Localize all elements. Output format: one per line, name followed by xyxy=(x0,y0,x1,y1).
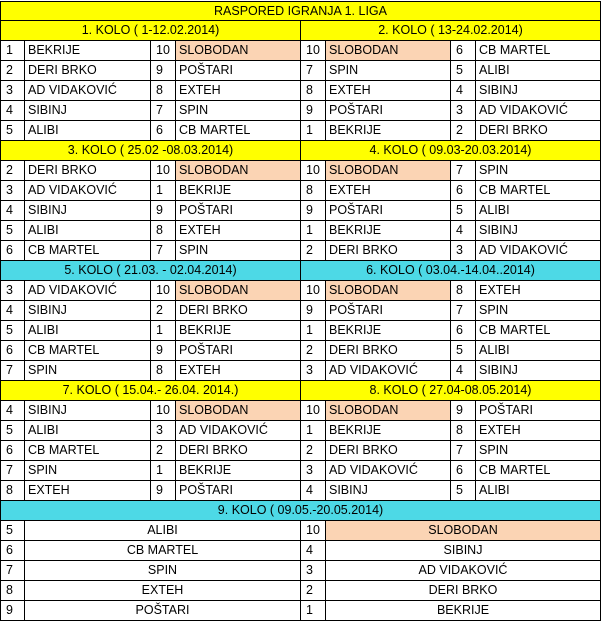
away-number[interactable]: 10 xyxy=(151,161,176,181)
home-team[interactable]: DERI BRKO xyxy=(25,161,151,181)
home-team[interactable]: AD VIDAKOVIĆ xyxy=(25,281,151,301)
home-team[interactable]: POŠTARI xyxy=(326,201,451,221)
round-title[interactable]: 8. KOLO ( 27.04-08.05.2014) xyxy=(301,381,601,401)
home-team[interactable]: AD VIDAKOVIĆ xyxy=(326,461,451,481)
home-number[interactable]: 5 xyxy=(0,421,25,441)
home-team[interactable]: SLOBODAN xyxy=(326,41,451,61)
home-team[interactable]: BEKRIJE xyxy=(25,41,151,61)
away-team[interactable]: EXTEH xyxy=(476,421,601,441)
home-number[interactable]: 4 xyxy=(0,201,25,221)
match-row xyxy=(0,341,601,361)
home-team[interactable]: BEKRIJE xyxy=(326,321,451,341)
away-number[interactable]: 9 xyxy=(151,341,176,361)
round-title[interactable]: 2. KOLO ( 13-24.02.2014) xyxy=(301,21,601,41)
home-team[interactable]: SLOBODAN xyxy=(326,161,451,181)
away-number[interactable]: 5 xyxy=(451,61,476,81)
home-number[interactable]: 4 xyxy=(301,481,326,501)
home-number[interactable]: 7 xyxy=(301,61,326,81)
match-row xyxy=(0,241,601,261)
final-match-row xyxy=(0,581,601,601)
home-number[interactable]: 3 xyxy=(0,81,25,101)
match-row xyxy=(0,301,601,321)
home-number[interactable]: 5 xyxy=(0,321,25,341)
home-team[interactable]: SPIN xyxy=(25,461,151,481)
away-number[interactable]: 5 xyxy=(451,481,476,501)
round-title[interactable]: 7. KOLO ( 15.04.- 26.04. 2014.) xyxy=(0,381,301,401)
away-number[interactable]: 5 xyxy=(451,201,476,221)
away-team[interactable]: CB MARTEL xyxy=(476,461,601,481)
away-team[interactable]: SPIN xyxy=(176,241,301,261)
away-number[interactable]: 1 xyxy=(151,461,176,481)
home-number[interactable]: 4 xyxy=(0,401,25,421)
away-team[interactable]: POŠTARI xyxy=(176,61,301,81)
away-number[interactable]: 2 xyxy=(301,581,326,601)
round-title[interactable]: 1. KOLO ( 1-12.02.2014) xyxy=(0,21,301,41)
away-number[interactable]: 8 xyxy=(451,281,476,301)
away-number[interactable]: 9 xyxy=(151,61,176,81)
away-number[interactable]: 6 xyxy=(151,121,176,141)
away-number[interactable]: 6 xyxy=(451,41,476,61)
away-number[interactable]: 10 xyxy=(151,401,176,421)
home-number[interactable]: 9 xyxy=(0,601,25,621)
away-team[interactable]: SPIN xyxy=(476,301,601,321)
match-row xyxy=(0,401,601,421)
home-team[interactable]: BEKRIJE xyxy=(326,121,451,141)
match-row xyxy=(0,221,601,241)
home-number[interactable]: 5 xyxy=(0,221,25,241)
away-team[interactable]: SIBINJ xyxy=(476,361,601,381)
home-team[interactable]: SPIN xyxy=(25,361,151,381)
home-number[interactable]: 9 xyxy=(301,301,326,321)
home-team[interactable]: DERI BRKO xyxy=(25,61,151,81)
away-team[interactable]: ALIBI xyxy=(476,341,601,361)
away-number[interactable]: 1 xyxy=(301,601,326,621)
away-team[interactable]: AD VIDAKOVIĆ xyxy=(326,561,601,581)
away-team[interactable]: CB MARTEL xyxy=(476,181,601,201)
round-title[interactable]: 3. KOLO ( 25.02 -08.03.2014) xyxy=(0,141,301,161)
away-number[interactable]: 7 xyxy=(451,161,476,181)
away-team[interactable]: AD VIDAKOVIĆ xyxy=(176,421,301,441)
away-number[interactable]: 3 xyxy=(301,561,326,581)
home-team[interactable]: SIBINJ xyxy=(25,101,151,121)
away-team[interactable]: CB MARTEL xyxy=(476,41,601,61)
away-team[interactable]: EXTEH xyxy=(476,281,601,301)
home-number[interactable]: 2 xyxy=(301,241,326,261)
home-number[interactable]: 6 xyxy=(0,341,25,361)
away-team[interactable]: POŠTARI xyxy=(176,481,301,501)
home-team[interactable]: CB MARTEL xyxy=(25,541,301,561)
home-number[interactable]: 6 xyxy=(0,541,25,561)
away-number[interactable]: 7 xyxy=(151,101,176,121)
round-header-row xyxy=(0,141,601,161)
away-number[interactable]: 9 xyxy=(151,201,176,221)
match-row xyxy=(0,461,601,481)
away-team[interactable]: POŠTARI xyxy=(176,201,301,221)
away-number[interactable]: 8 xyxy=(451,421,476,441)
away-team[interactable]: DERI BRKO xyxy=(326,581,601,601)
match-row xyxy=(0,201,601,221)
home-team[interactable]: SLOBODAN xyxy=(326,401,451,421)
home-number[interactable]: 3 xyxy=(0,181,25,201)
away-number[interactable]: 4 xyxy=(451,221,476,241)
away-number[interactable]: 2 xyxy=(151,441,176,461)
away-team[interactable]: ALIBI xyxy=(476,481,601,501)
away-number[interactable]: 4 xyxy=(451,81,476,101)
home-team[interactable]: SIBINJ xyxy=(25,201,151,221)
home-team[interactable]: AD VIDAKOVIĆ xyxy=(25,181,151,201)
away-team[interactable]: EXTEH xyxy=(176,361,301,381)
away-team[interactable]: DERI BRKO xyxy=(476,121,601,141)
match-row xyxy=(0,121,601,141)
away-team[interactable]: SLOBODAN xyxy=(176,41,301,61)
away-number[interactable]: 3 xyxy=(151,421,176,441)
home-team[interactable]: SIBINJ xyxy=(25,301,151,321)
match-row xyxy=(0,61,601,81)
home-number[interactable]: 9 xyxy=(301,201,326,221)
away-number[interactable]: 6 xyxy=(451,461,476,481)
final-match-row xyxy=(0,561,601,581)
home-number[interactable]: 7 xyxy=(0,461,25,481)
away-number[interactable]: 2 xyxy=(451,121,476,141)
away-team[interactable]: POŠTARI xyxy=(476,401,601,421)
away-number[interactable]: 7 xyxy=(151,241,176,261)
home-number[interactable]: 3 xyxy=(301,461,326,481)
away-number[interactable]: 2 xyxy=(151,301,176,321)
home-number[interactable]: 1 xyxy=(301,421,326,441)
home-number[interactable]: 10 xyxy=(301,41,326,61)
round-header-row xyxy=(0,381,601,401)
away-team[interactable]: BEKRIJE xyxy=(326,601,601,621)
away-team[interactable]: POŠTARI xyxy=(176,341,301,361)
away-number[interactable]: 10 xyxy=(151,41,176,61)
home-team[interactable]: SIBINJ xyxy=(326,481,451,501)
rounds-container xyxy=(0,21,601,501)
sheet-title[interactable]: RASPORED IGRANJA 1. LIGA xyxy=(0,1,601,21)
away-team[interactable]: SPIN xyxy=(476,161,601,181)
home-number[interactable]: 8 xyxy=(0,481,25,501)
home-number[interactable]: 1 xyxy=(301,321,326,341)
home-team[interactable]: POŠTARI xyxy=(25,601,301,621)
home-team[interactable]: AD VIDAKOVIĆ xyxy=(326,361,451,381)
home-team[interactable]: ALIBI xyxy=(25,221,151,241)
away-team[interactable]: SLOBODAN xyxy=(176,161,301,181)
away-number[interactable]: 1 xyxy=(151,321,176,341)
home-team[interactable]: EXTEH xyxy=(326,181,451,201)
match-row xyxy=(0,421,601,441)
away-team[interactable]: SIBINJ xyxy=(326,541,601,561)
home-team[interactable]: POŠTARI xyxy=(326,301,451,321)
home-team[interactable]: EXTEH xyxy=(326,81,451,101)
home-number[interactable]: 2 xyxy=(301,341,326,361)
match-row xyxy=(0,81,601,101)
match-row xyxy=(0,161,601,181)
away-number[interactable]: 6 xyxy=(451,181,476,201)
away-team[interactable]: SLOBODAN xyxy=(176,281,301,301)
home-team[interactable]: CB MARTEL xyxy=(25,341,151,361)
home-team[interactable]: BEKRIJE xyxy=(326,421,451,441)
home-number[interactable]: 4 xyxy=(0,101,25,121)
final-match-row xyxy=(0,601,601,621)
match-row xyxy=(0,441,601,461)
away-team[interactable]: SIBINJ xyxy=(476,221,601,241)
home-number[interactable]: 2 xyxy=(0,161,25,181)
away-team[interactable]: ALIBI xyxy=(476,201,601,221)
away-team[interactable]: SPIN xyxy=(476,441,601,461)
away-team[interactable]: CB MARTEL xyxy=(176,121,301,141)
home-team[interactable]: ALIBI xyxy=(25,421,151,441)
away-team[interactable]: EXTEH xyxy=(176,81,301,101)
away-team[interactable]: AD VIDAKOVIĆ xyxy=(476,241,601,261)
schedule-sheet xyxy=(0,1,601,621)
home-number[interactable]: 7 xyxy=(0,561,25,581)
away-number[interactable]: 7 xyxy=(451,301,476,321)
away-team[interactable]: BEKRIJE xyxy=(176,181,301,201)
away-team[interactable]: BEKRIJE xyxy=(176,461,301,481)
match-row xyxy=(0,321,601,341)
away-number[interactable]: 9 xyxy=(451,401,476,421)
away-team[interactable]: AD VIDAKOVIĆ xyxy=(476,101,601,121)
home-number[interactable]: 1 xyxy=(301,221,326,241)
away-number[interactable]: 5 xyxy=(451,341,476,361)
home-team[interactable]: SIBINJ xyxy=(25,401,151,421)
away-number[interactable]: 1 xyxy=(151,181,176,201)
home-team[interactable]: SLOBODAN xyxy=(326,281,451,301)
away-team[interactable]: DERI BRKO xyxy=(176,441,301,461)
home-number[interactable]: 9 xyxy=(301,101,326,121)
home-number[interactable]: 10 xyxy=(301,401,326,421)
away-number[interactable]: 3 xyxy=(451,101,476,121)
home-team[interactable]: DERI BRKO xyxy=(326,241,451,261)
home-team[interactable]: AD VIDAKOVIĆ xyxy=(25,81,151,101)
home-number[interactable]: 3 xyxy=(301,361,326,381)
home-number[interactable]: 10 xyxy=(301,281,326,301)
away-number[interactable]: 8 xyxy=(151,221,176,241)
final-round xyxy=(0,501,601,621)
round-header-row xyxy=(0,21,601,41)
final-header-row xyxy=(0,501,601,521)
home-team[interactable]: POŠTARI xyxy=(326,101,451,121)
home-team[interactable]: ALIBI xyxy=(25,321,151,341)
home-team[interactable]: EXTEH xyxy=(25,581,301,601)
away-team[interactable]: SLOBODAN xyxy=(176,401,301,421)
away-team[interactable]: SPIN xyxy=(176,101,301,121)
away-team[interactable]: CB MARTEL xyxy=(476,321,601,341)
home-number[interactable]: 1 xyxy=(301,121,326,141)
home-number[interactable]: 10 xyxy=(301,161,326,181)
match-row xyxy=(0,361,601,381)
away-team[interactable]: DERI BRKO xyxy=(176,301,301,321)
round-title[interactable]: 5. KOLO ( 21.03. - 02.04.2014) xyxy=(0,261,301,281)
home-number[interactable]: 3 xyxy=(0,281,25,301)
match-row xyxy=(0,481,601,501)
home-team[interactable]: ALIBI xyxy=(25,121,151,141)
home-number[interactable]: 8 xyxy=(0,581,25,601)
home-team[interactable]: DERI BRKO xyxy=(326,341,451,361)
away-team[interactable]: SIBINJ xyxy=(476,81,601,101)
home-team[interactable]: CB MARTEL xyxy=(25,241,151,261)
home-number[interactable]: 5 xyxy=(0,121,25,141)
final-match-row xyxy=(0,521,601,541)
round-title[interactable]: 6. KOLO ( 03.04.-14.04..2014) xyxy=(301,261,601,281)
home-number[interactable]: 6 xyxy=(0,441,25,461)
home-team[interactable]: BEKRIJE xyxy=(326,221,451,241)
away-team[interactable]: BEKRIJE xyxy=(176,321,301,341)
away-number[interactable]: 4 xyxy=(451,361,476,381)
home-number[interactable]: 8 xyxy=(301,181,326,201)
away-team[interactable]: ALIBI xyxy=(476,61,601,81)
away-number[interactable]: 4 xyxy=(301,541,326,561)
home-team[interactable]: DERI BRKO xyxy=(326,441,451,461)
match-row xyxy=(0,41,601,61)
final-round-title[interactable]: 9. KOLO ( 09.05.-20.05.2014) xyxy=(0,501,601,521)
round-header-row xyxy=(0,261,601,281)
away-number[interactable]: 8 xyxy=(151,361,176,381)
round-title[interactable]: 4. KOLO ( 09.03-20.03.2014) xyxy=(301,141,601,161)
home-team[interactable]: SPIN xyxy=(25,561,301,581)
home-number[interactable]: 7 xyxy=(0,361,25,381)
away-number[interactable]: 9 xyxy=(151,481,176,501)
home-team[interactable]: ALIBI xyxy=(25,521,301,541)
final-match-row xyxy=(0,541,601,561)
away-number[interactable]: 10 xyxy=(151,281,176,301)
home-number[interactable]: 8 xyxy=(301,81,326,101)
home-number[interactable]: 6 xyxy=(0,241,25,261)
title-row xyxy=(0,1,601,21)
home-team[interactable]: CB MARTEL xyxy=(25,441,151,461)
away-number[interactable]: 10 xyxy=(301,521,326,541)
match-row xyxy=(0,181,601,201)
away-number[interactable]: 3 xyxy=(451,241,476,261)
away-number[interactable]: 6 xyxy=(451,321,476,341)
away-number[interactable]: 8 xyxy=(151,81,176,101)
away-number[interactable]: 7 xyxy=(451,441,476,461)
home-team[interactable]: SPIN xyxy=(326,61,451,81)
home-number[interactable]: 5 xyxy=(0,521,25,541)
home-number[interactable]: 2 xyxy=(0,61,25,81)
match-row xyxy=(0,281,601,301)
home-number[interactable]: 1 xyxy=(0,41,25,61)
home-number[interactable]: 4 xyxy=(0,301,25,321)
away-team[interactable]: EXTEH xyxy=(176,221,301,241)
away-team[interactable]: SLOBODAN xyxy=(326,521,601,541)
match-row xyxy=(0,101,601,121)
home-number[interactable]: 2 xyxy=(301,441,326,461)
home-team[interactable]: EXTEH xyxy=(25,481,151,501)
